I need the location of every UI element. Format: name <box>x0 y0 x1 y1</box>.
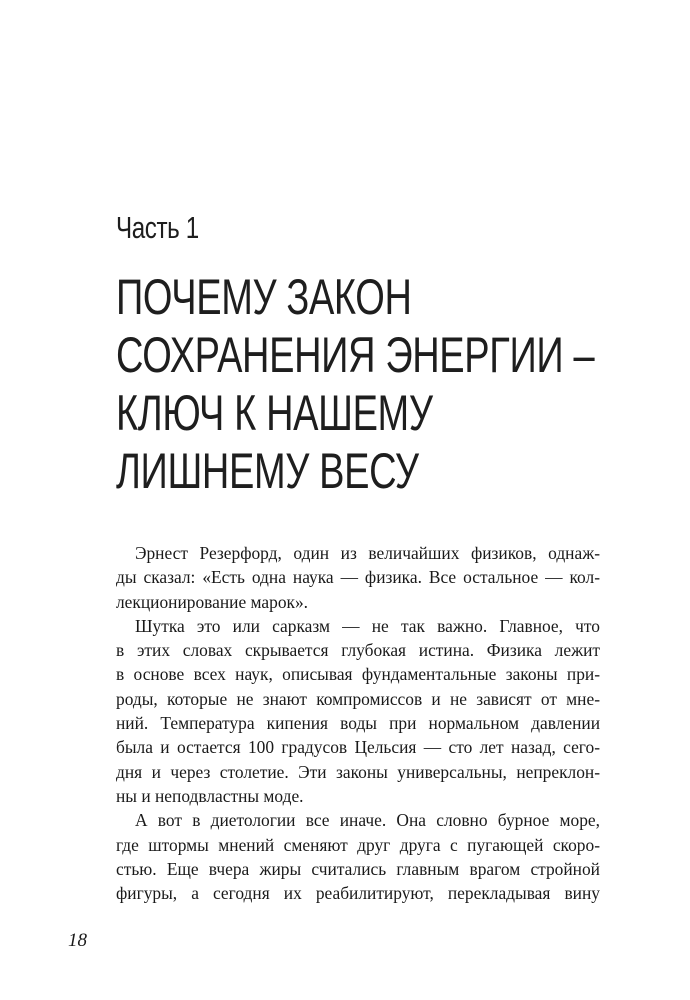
body-line: А вот в диетологии все иначе. Она словно бурное море, <box>135 810 600 831</box>
chapter-title-line: КЛЮЧ К НАШЕМУ <box>116 385 433 441</box>
body-line: роды, которые не знают компромиссов и не зависят от мне- <box>116 688 600 709</box>
chapter-title <box>116 268 602 500</box>
body-line: дня и через столетие. Эти законы универсальны, непреклон- <box>116 761 600 782</box>
body-line: в этих словах скрывается глубокая истина. Физика лежит <box>116 640 600 661</box>
body-line: стью. Еще вчера жиры считались главным врагом стройной <box>116 858 600 879</box>
chapter-title-line: ЛИШНЕМУ ВЕСУ <box>116 443 419 499</box>
body-line: лекционирование марок». <box>116 591 309 612</box>
body-line: фигуры, а сегодня их реабилитируют, перекладывая вину <box>116 883 600 904</box>
page-number: 18 <box>68 930 87 951</box>
body-line: ний. Температура кипения воды при нормальном давлении <box>116 713 600 734</box>
body-line: где штормы мнений сменяют друг друга с пугающей скоро- <box>116 834 600 855</box>
body-line: была и остается 100 градусов Цельсия — сто лет назад, сего- <box>116 737 600 758</box>
part-label: Часть 1 <box>116 210 199 245</box>
body-line: ны и неподвластны моде. <box>116 785 304 806</box>
chapter-title-line: ПОЧЕМУ ЗАКОН <box>116 269 412 325</box>
body-text <box>116 541 600 905</box>
chapter-title-line: СОХРАНЕНИЯ ЭНЕРГИИ – <box>116 327 595 383</box>
body-line: Шутка это или сарказм — не так важно. Главное, что <box>135 615 600 636</box>
body-line: ды сказал: «Есть одна наука — физика. Все остальное — кол- <box>116 567 600 588</box>
body-line: в основе всех наук, описывая фундаментальные законы при- <box>116 664 600 685</box>
body-line: Эрнест Резерфорд, один из величайших физиков, однаж- <box>135 543 600 563</box>
